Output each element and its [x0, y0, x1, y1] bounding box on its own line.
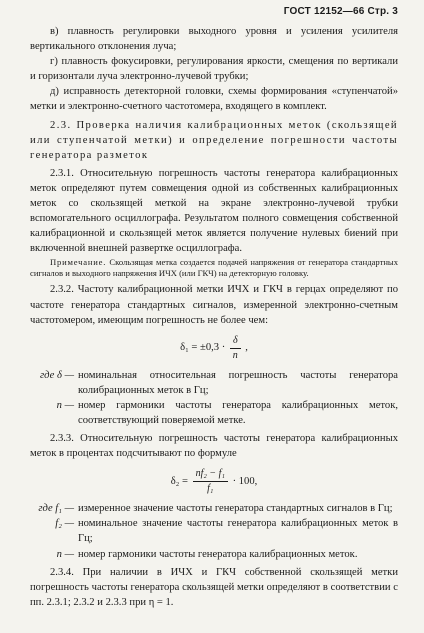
formula-delta1-lhs: δ₁ = ±0,3 · — [180, 342, 226, 354]
note-label: Примечание. — [50, 257, 107, 268]
definition-symbol: где δ — — [40, 369, 74, 381]
section-heading-2-3: 2.3. Проверка наличия калибрационных меток (скользящей или ступенчатой метки) и определение погрешности частоты генератора разметок — [30, 119, 398, 161]
formula-delta2-tail: · 100, — [232, 475, 258, 487]
item-d: д) исправность детекторной головки, схемы формирования «ступенчатой» метки и электронно-счетного частотомера, входящего в комплект. — [30, 86, 398, 113]
paragraph-2-3-4: 2.3.4. При наличии в ИЧХ и ГКЧ собственной скользящей метки погрешность частоты генератора скользящей метки определяют в соответствии с пп. 2.3.1; 2.3.2 и 2.3.3 при η = 1. — [30, 566, 398, 608]
formula-delta2-lhs: δ₂ = — [170, 475, 188, 487]
definition-item — [30, 516, 398, 546]
definition-text: номер гармоники частоты генератора калибрационных меток. — [78, 548, 358, 560]
definition-symbol: n — — [56, 548, 74, 560]
note — [30, 257, 398, 279]
definition-item — [30, 398, 398, 428]
paragraph-2-3-3: 2.3.3. Относительную погрешность частоты генератора калибрационных меток в процентах подсчитывают по формуле — [30, 433, 398, 460]
definition-item — [30, 368, 398, 398]
definition-symbol: где f₁ — — [38, 503, 74, 515]
definition-item — [30, 501, 398, 516]
document-body — [30, 24, 398, 610]
definitions-2 — [30, 501, 398, 561]
formula-delta1-numerator: δ — [230, 335, 241, 349]
definition-text: измеренное значение частоты генератора стандартных сигналов в Гц; — [78, 503, 393, 515]
formula-delta2-denominator: f₁ — [207, 483, 214, 495]
paragraph-2-3-1: 2.3.1. Относительную погрешность частоты генератора калибрационных меток определяют путем совмещения одной из собственных калибрационных меток со скользящей меткой на экране электронно-лучевой трубки вспомогательного осциллографа. Результатом полного совмещения собственной калибрационной и скользящей меток является получение нулевых биений при включенной внешней развертке осциллографа. — [30, 167, 398, 255]
definition-text: номер гармоники частоты генератора калибрационных меток, соответствующий поверяемой метке. — [78, 399, 398, 426]
definition-text: номинальная относительная погрешность частоты генератора колибрационных меток в Гц; — [78, 369, 398, 396]
formula-delta1-tail: , — [245, 342, 248, 354]
definition-text: номинальное значение частоты генератора калибрационных меток в Гц; — [78, 518, 398, 545]
definitions-1 — [30, 368, 398, 428]
definition-symbol: f₂ — — [55, 518, 74, 530]
page-header: ГОСТ 12152—66 Стр. 3 — [283, 6, 398, 17]
formula-delta1 — [30, 335, 398, 362]
item-b: в) плавность регулировки выходного уровня и усиления усилителя вертикального отклонения луча; — [30, 26, 398, 53]
definition-item — [30, 547, 398, 562]
paragraph-2-3-2: 2.3.2. Частоту калибрационной метки ИЧХ и ГКЧ в герцах определяют по частоте генератора стандартных сигналов, измеренной электронно-счетным частотомером, имеющим погрешность не более чем: — [30, 284, 398, 326]
formula-delta2-fraction — [193, 468, 228, 495]
formula-delta2 — [30, 468, 398, 495]
formula-delta1-fraction — [230, 335, 241, 362]
note-text: Скользящая метка создается подачей напряжения от генератора стандартных сигналов и выходного напряжения ИЧХ (или ГКЧ) на детекторную головку. — [30, 257, 398, 279]
item-g: г) плавность фокусировки, регулирования яркости, смещения по вертикали и горизонтали луча электронно-лучевой трубки; — [30, 56, 398, 83]
formula-delta1-denominator: n — [232, 349, 238, 361]
formula-delta2-numerator: nf₂ − f₁ — [193, 468, 228, 482]
definition-symbol: n — — [56, 399, 74, 411]
